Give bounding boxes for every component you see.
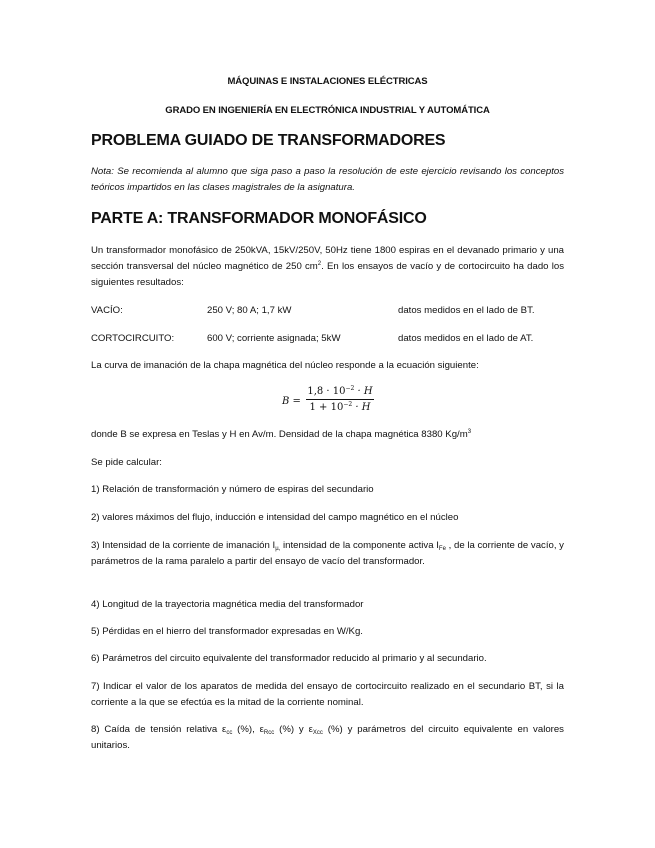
list-item-2: 2) valores máximos del flujo, inducción e intensidad del campo magnético en el núcleo — [91, 512, 459, 523]
formula-numerator: $1,8 \cdot 10^{-2} \cdot H$ — [307, 385, 373, 397]
intro-text-1: Un transformador monofásico de 250kVA, 15kV/250V, 50Hz tiene 1800 espiras en el devanado primario y una sección transversal del núcleo magnético de 250 cm — [91, 245, 564, 272]
intro-superscript: 2 — [317, 261, 322, 267]
intro-text-2: . En los ensayos de vacío y de cortocircuito ha dado los siguientes resultados: — [91, 261, 564, 288]
test-location: datos medidos en el lado de BT. — [398, 305, 535, 316]
formula-fraction — [306, 386, 374, 413]
test-values: 250 V; 80 A; 1,7 kW — [207, 305, 292, 316]
test-name: CORTOCIRCUITO: — [91, 333, 175, 344]
intro-paragraph — [91, 243, 564, 291]
test-values: 600 V; corriente asignada; 5kW — [207, 333, 341, 344]
ask-line: Se pide calcular: — [91, 457, 162, 468]
course-title: MÁQUINAS E INSTALACIONES ELÉCTRICAS — [227, 76, 428, 87]
formula-denominator: $1 + 10^{-2} \cdot H$ — [309, 401, 371, 413]
formula-lhs: B = — [282, 396, 301, 407]
curve-paragraph: La curva de imanación de la chapa magnética del núcleo responde a la ecuación siguiente: — [91, 360, 479, 371]
list-item-4: 4) Longitud de la trayectoria magnética media del transformador — [91, 599, 364, 610]
problem-title: PROBLEMA GUIADO DE TRANSFORMADORES — [91, 132, 446, 149]
units-text: donde B se expresa en Teslas y H en Av/m. Densidad de la chapa magnética 8380 Kg/m — [91, 429, 468, 440]
list-item-7: 7) Indicar el valor de los aparatos de medida del ensayo de cortocircuito realizado en el secundario BT, si la corriente a la que se efectúa es la mitad de la corriente nominal. — [91, 681, 564, 708]
units-paragraph — [91, 427, 564, 443]
note-paragraph: Nota: Se recomienda al alumno que siga paso a paso la resolución de este ejercicio revisando los conceptos teóricos impartidos en las clases magistrales de la asignatura. — [91, 166, 564, 193]
test-name: VACÍO: — [91, 305, 123, 316]
units-superscript: 3 — [467, 429, 472, 435]
list-item-8: 8) Caída de tensión relativa $\varepsilon_{cc}$ (%), $\varepsilon_{Rcc}$ (%) y $\varepsilon_{Xcc}$ (%) y parámetros del circuito equivalente en valores unitarios. — [91, 724, 564, 751]
list-item-6: 6) Parámetros del circuito equivalente del transformador reducido al primario y al secundario. — [91, 653, 487, 664]
section-a-title: PARTE A: TRANSFORMADOR MONOFÁSICO — [91, 210, 427, 227]
list-item-1: 1) Relación de transformación y número de espiras del secundario — [91, 484, 374, 495]
degree-title: GRADO EN INGENIERÍA EN ELECTRÓNICA INDUSTRIAL Y AUTOMÁTICA — [165, 105, 490, 116]
list-item-3: 3) Intensidad de la corriente de imanación $I_{\mu,}$ intensidad de la componente activa $I_{Fe}$ , de la corriente de vacío, y parámetros de la rama paralelo a partir del ensayo de vacío del transformador. — [91, 540, 564, 567]
test-location: datos medidos en el lado de AT. — [398, 333, 534, 344]
list-item-5: 5) Pérdidas en el hierro del transformador expresadas en W/Kg. — [91, 626, 363, 637]
